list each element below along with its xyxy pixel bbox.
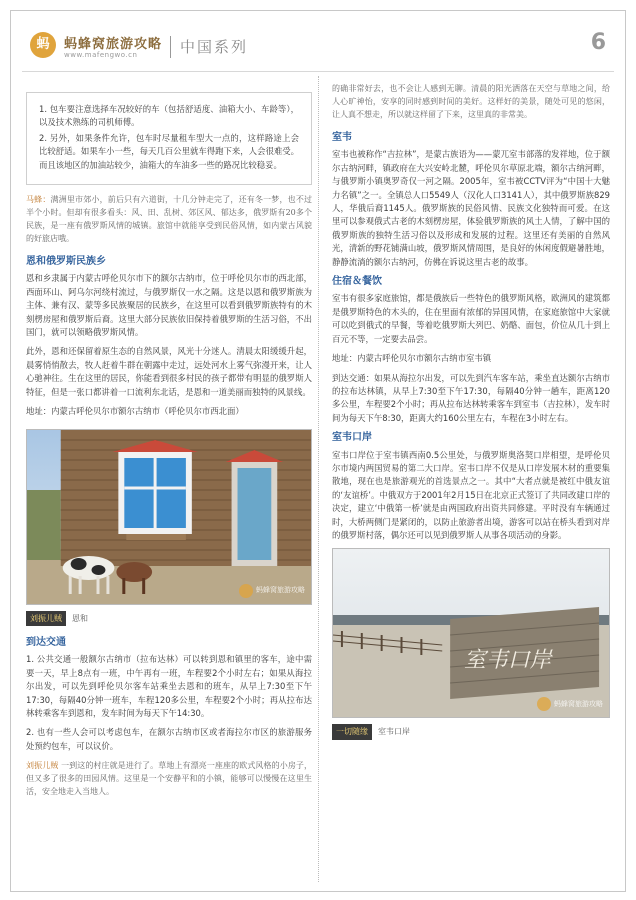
photo-caption: [26, 611, 312, 626]
note-text: 一到这的村庄就是进行了。草地上有漂亮一座座的欧式风格的小房子，但又多了很多的田园风情。这里是一个安静平和的小镇，能够可以慢慢在这里生活，安全地走入当地人。: [26, 761, 313, 797]
note-tag[interactable]: 刘振儿贼: [26, 761, 59, 771]
enhe-paragraph: 此外，恩和还保留着原生态的自然风景，风光十分迷人。清晨太阳缓缓升起，晨雾悄悄散去，牧人赶着牛群在朝露中走过，远处河水上雾气弥漫开来，让人心驰神往。生在这里的居民，你能看到很多村民的孩子都带有明显的俄罗斯人特征，但是一张口都讲着一口流利东北话，是恩和一道美丽而独特的风景线。: [26, 346, 312, 397]
port-sign-text: 室韦口岸: [464, 648, 552, 674]
traveler-note: [26, 193, 312, 245]
photo-caption: [332, 724, 610, 739]
watermark: [537, 697, 603, 711]
watermark-text: 蚂蜂窝旅游攻略: [256, 585, 305, 594]
shiwei-transport: 到达交通：如果从海拉尔出发，可以先到汽车客车站，乘坐直达额尔古纳市的拉布达林镇，从早上7:30至下午17:30，每隔40分钟一趟车，距离120多公里，车程要2个小时；再从拉布达林转乘客车到室韦（吉拉林），发车时间为每天下午8:30，距离大约160公里左右，车程在3小时左右。: [332, 372, 610, 423]
caption-text: 室韦口岸: [378, 727, 410, 737]
photo-author[interactable]: 刘振儿贼: [26, 611, 66, 626]
transport-paragraph: 1. 公共交通一般额尔古纳市（拉布达林）可以转到恩和镇里的客车，途中需要一天，早上8点有一班，中午再有一班，车程要2个小时左右；如果从海拉尔出发，可以先到呼伦贝尔客车站乘坐去恩和的班车，从早上7:30至下午17:30，每隔40分钟一班车，车程120多公里，车程要2个小时；再从拉布达林转乘客车到恩和，发车时间为每天下午14:30。: [26, 654, 312, 718]
shiwei-address: 地址：内蒙古呼伦贝尔市额尔古纳市室韦镇: [332, 353, 492, 364]
brand-name: 蚂蜂窝旅游攻略: [64, 37, 163, 52]
enhe-log-house-image: [27, 430, 311, 605]
series-title: 中国系列: [180, 38, 249, 56]
left-column: [26, 82, 312, 808]
intro-note: 的确非常好去，也不会让人感到无聊。清晨的阳光洒落在天空与草地之间，给人心旷神怡，安享的同时感到时间的美好。这样好的美景，随处可见的悠闲，让人真不想走，所以就这样留了下来，这里真的非常美。: [332, 84, 610, 119]
port-photo: [332, 548, 610, 718]
section-title-port: 室韦口岸: [332, 432, 372, 444]
section-title-transport: 到达交通: [26, 636, 66, 648]
shiwei-paragraph: 室韦也被称作“吉拉林”，是蒙古族语为——蒙兀室韦部落的发祥地，位于额尔古纳河畔，镇政府在大兴安岭北麓，呼伦贝尔草原北端，额尔古纳河畔，与俄罗斯小镇奥罗奇仅一河之隔。2005年，室韦被CCTV评为“中国十大魅力名镇”之一。全镇总人口5549人（汉化人口3141人），其中俄罗斯族829人，华俄后裔1145人。俄罗斯族的民俗风情、民族文化独特而可爱。在这里可以参观俄式古老的木刻楞房屋，体验俄罗斯族的风土人情，了解中国的俄罗斯族的独特生活习俗以及形成和发展的过程。这里还有美丽的自然风光，清新的野花铺满山坡，俄罗斯风情周围，是良好的休闲度假避暑胜地，静静流淌的额尔古纳河，仿佛在诉说这里古老的故事。: [332, 149, 610, 267]
header-divider: [170, 36, 171, 58]
tip-item: 1. 包车要注意选择车况较好的车（包括舒适度、油箱大小、车龄等），以及技术熟练的司机师傅。: [39, 104, 299, 128]
mafengwo-logo-icon: 蚂: [30, 32, 56, 58]
watermark-text: 蚂蜂窝旅游攻略: [554, 699, 603, 708]
enhe-address: 地址：内蒙古呼伦贝尔市额尔古纳市（呼伦贝尔市西北面）: [26, 406, 244, 417]
note-tag: 马蜂：: [26, 195, 51, 205]
port-paragraph: 室韦口岸位于室韦镇西南0.5公里处，与俄罗斯奥洛契口岸相望，是呼伦贝尔市境内两国贸易的第二大口岸。室韦口岸不仅是从口岸发展木材的重要集散地，现在也是旅游观光的首选景点之一。其中“大者点就是被红中俄友谊的‘友谊桥’。中俄双方于2001年2月15日在北京正式签订了共同改建口岸的决定，建立‘中俄第一桥’就是由两国政府出资共同修建。平时没有车辆通过时，大桥两侧门是紧闭的，以防止旅游者出境，游客可以站在桥头看到对岸的俄罗斯村落，偶尔还可以见到俄罗斯人从事各项活动的身影。: [332, 449, 610, 540]
enhe-photo: [26, 429, 312, 605]
brand-url: www.mafengwo.cn: [64, 51, 138, 59]
section-title-shiwei: 室韦: [332, 132, 352, 143]
enhe-paragraph: 恩和乡隶属于内蒙古呼伦贝尔市下的额尔古纳市，位于呼伦贝尔市的西北部，西面环山、阿乌尔河绕村流过，与俄罗斯仅一水之隔。这是以恩和俄罗斯族为主体、兼有汉、蒙等多民族聚居的民族乡，在这里可以看到俄罗斯族特有的木刻楞房屋和俄罗斯后裔。这里大部分民族依旧保持着俄罗斯的生活习俗，不出国门，就可以领略俄罗斯风情。: [26, 273, 312, 338]
section-title-lodging: 住宿＆餐饮: [332, 276, 382, 288]
note-text: 满洲里市郊小，前后只有六道街，十几分钟走完了，还有冬一梦，也不过半个小时。但却有很多看头：风、田、乱树、郊区风、郁达多，俄罗斯有20多个民族，是一座有俄罗斯风情的城镇。旅馆中就能享受到民俗风情，如内蒙古风貌的好旅店哦。: [26, 195, 312, 244]
section-title-enhe: 恩和俄罗斯民族乡: [26, 256, 106, 268]
traveler-note: [26, 759, 312, 798]
lodging-paragraph: 室韦有很多家庭旅馆，都是俄族后一些特色的俄罗斯风格，欧洲风的建筑都是俄罗斯特色的木头的，住在里面有浓郁的异国风情，在家庭旅馆中大家就可以吃到俄式的早餐，等着吃俄罗斯大列巴、奶酪、面包，价位从几十到上百元不等，一定要去品尝。: [332, 293, 610, 344]
watermark: [239, 584, 305, 598]
transport-paragraph: 2. 也有一些人会可以考虑包车，在额尔古纳市区或者海拉尔市区的旅游服务处预约包车，可以议价。: [26, 727, 312, 751]
right-column: [332, 82, 610, 750]
caption-text: 恩和: [72, 613, 88, 623]
page-number: 6: [590, 30, 606, 55]
column-divider: [318, 76, 319, 882]
photo-author[interactable]: 一切随缘: [332, 724, 372, 739]
watermark-logo-icon: [239, 584, 253, 598]
tip-item: 2. 另外，如果条件允许，包车时尽量租车型大一点的，这样路途上会比较舒适。如果车小一些，每天几百公里就车得跑下来，人会很难受。而且该地区的加油站较少，油箱大的车油多一些的路况比较稳妥。: [39, 132, 299, 170]
tips-box: [26, 92, 312, 185]
page-header: [22, 22, 614, 72]
watermark-logo-icon: [537, 697, 551, 711]
port-sign-image: [333, 549, 609, 718]
